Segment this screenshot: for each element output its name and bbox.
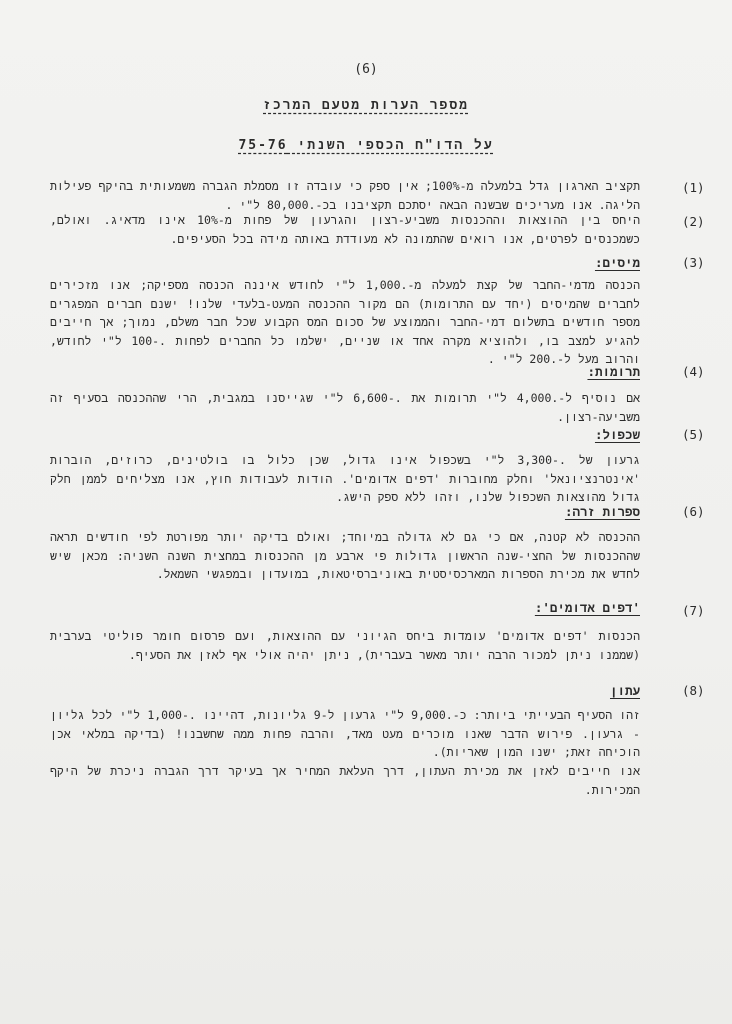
section-7-number: (7): [682, 603, 705, 618]
section-8-heading: עתון: [609, 683, 640, 698]
section-5-paragraph: גרעון של .-3,300 ל"י בשכפול אינו גדול, שכן כלול בו בולטינים, כרוזים, הוברות 'אינטרנציונאל' וחלק מחוברות 'דפים אדומים'. הודות לעבודות חוץ, אנו מצליחים לממן חלק גדול מהוצאות השכפול שלנו, וזהו ללא ספק הישג.: [50, 453, 640, 504]
document-title: מספר הערות מטעם המרכז: [263, 98, 469, 113]
section-6-number: (6): [682, 504, 705, 519]
section-3-paragraph: הכנסה מדמי-החבר של קצת למעלה מ-.1,000 ל"י לחודש איננה הכנסה מספיקה; אנו מזכירים לחברים שהמיסים (יחד עם התרומות) הם מקור ההכנסה המעט-בלעדי שלנו! ישנם חברים המפגרים מספר חודשים בתשלום דמי-החבר והממוצע של סכום המס הקבוע שכל חבר משלם, נמוך; אך חייבים להגיע למצב בו, ולהוציא מקרה אחד או שניים, ישלמו כל החברים לפחות .-100 ל"י לחודש, והרוב מעל ל-.200 ל"י .: [50, 278, 640, 366]
section-6-heading: ספרות זרה:: [564, 504, 640, 519]
section-8-paragraph-1: זהו הסעיף הבעייתי ביותר: כ-.9,000 ל"י גרעון ל-9 גליונות, דהיינו .-1,000 ל"י לכל גליון - גרעון. פירוש הדבר שאנו מוכרים מעט מאד, והרבה פחות ממה שחשבנו! (בדיקה במלאי אכן הוכיחה זאת; ישנו המון שאריות).: [50, 708, 640, 759]
section-2-paragraph: היחס בין ההוצאות וההכנסות משביע-רצון והגרעון של פחות מ-10% אינו מדאיג. ואולם, כשמכנסים לפרטים, אנו רואים שהתמונה לא מעודדת באותה מידה בכל הסעיפים.: [50, 213, 640, 246]
section-5-number: (5): [682, 427, 705, 442]
section-1-number: (1): [682, 180, 705, 195]
section-8-number: (8): [682, 683, 705, 698]
section-7-paragraph: הכנסות 'דפים אדומים' עומדות ביחס הגיוני עם ההוצאות, ועם פרסום חומר פוליטי בערבית (שממנו ניתן למכור הרבה יותר מאשר בעברית), ניתן יהיה אולי אף לאזן את הסעיף.: [50, 629, 640, 662]
section-8-paragraph-2: אנו חייבים לאזן את מכירת העתון, דרך העלאת המחיר אך בעיקר דרך הגברה ניכרת של היקף המכירות.: [50, 764, 640, 797]
page-number: (6): [354, 62, 378, 77]
section-4-number: (4): [682, 364, 705, 379]
document-subtitle: על הדו"ח הכספי השנתי 75-76: [238, 138, 494, 153]
section-4-paragraph: אם נוסיף ל-.4,000 ל"י תרומות את .-6,600 ל"י שגייסנו במגבית, הרי שההכנסה בסעיף זה משביעה-רצון.: [50, 391, 641, 424]
section-5-heading: שכפול:: [594, 427, 640, 442]
section-2-number: (2): [682, 214, 705, 229]
section-4-heading: תרומות:: [587, 364, 640, 379]
section-3-number: (3): [682, 255, 705, 270]
section-7-heading: 'דפים אדומים':: [534, 600, 640, 615]
section-6-paragraph: ההכנסה לא קטנה, אם כי גם לא גדולה במיוחד; ואולם בדיקה יותר מפורטת לפי חודשים תראה שההכנסות של החצי-שנה הראשון גדולות פי ארבע מן ההכנסות במחצית השנה השניה: מכאן שיש לחדש את מכירת הספרות המארכסיסטית באוניברסיטאות, במועדון ובמפגשי השמאל.: [50, 530, 640, 581]
section-3-heading: מיסים:: [594, 255, 640, 270]
section-1-paragraph: תקציב הארגון גדל בלמעלה מ-100%; אין ספק כי עובדה זו מסמלת הגברה משמעותית בהיקף פעילות הליגה. אנו מעריכים שבשנה הבאה יסתכם תקציבנו בכ-.80,000 ל"י .: [50, 179, 641, 212]
